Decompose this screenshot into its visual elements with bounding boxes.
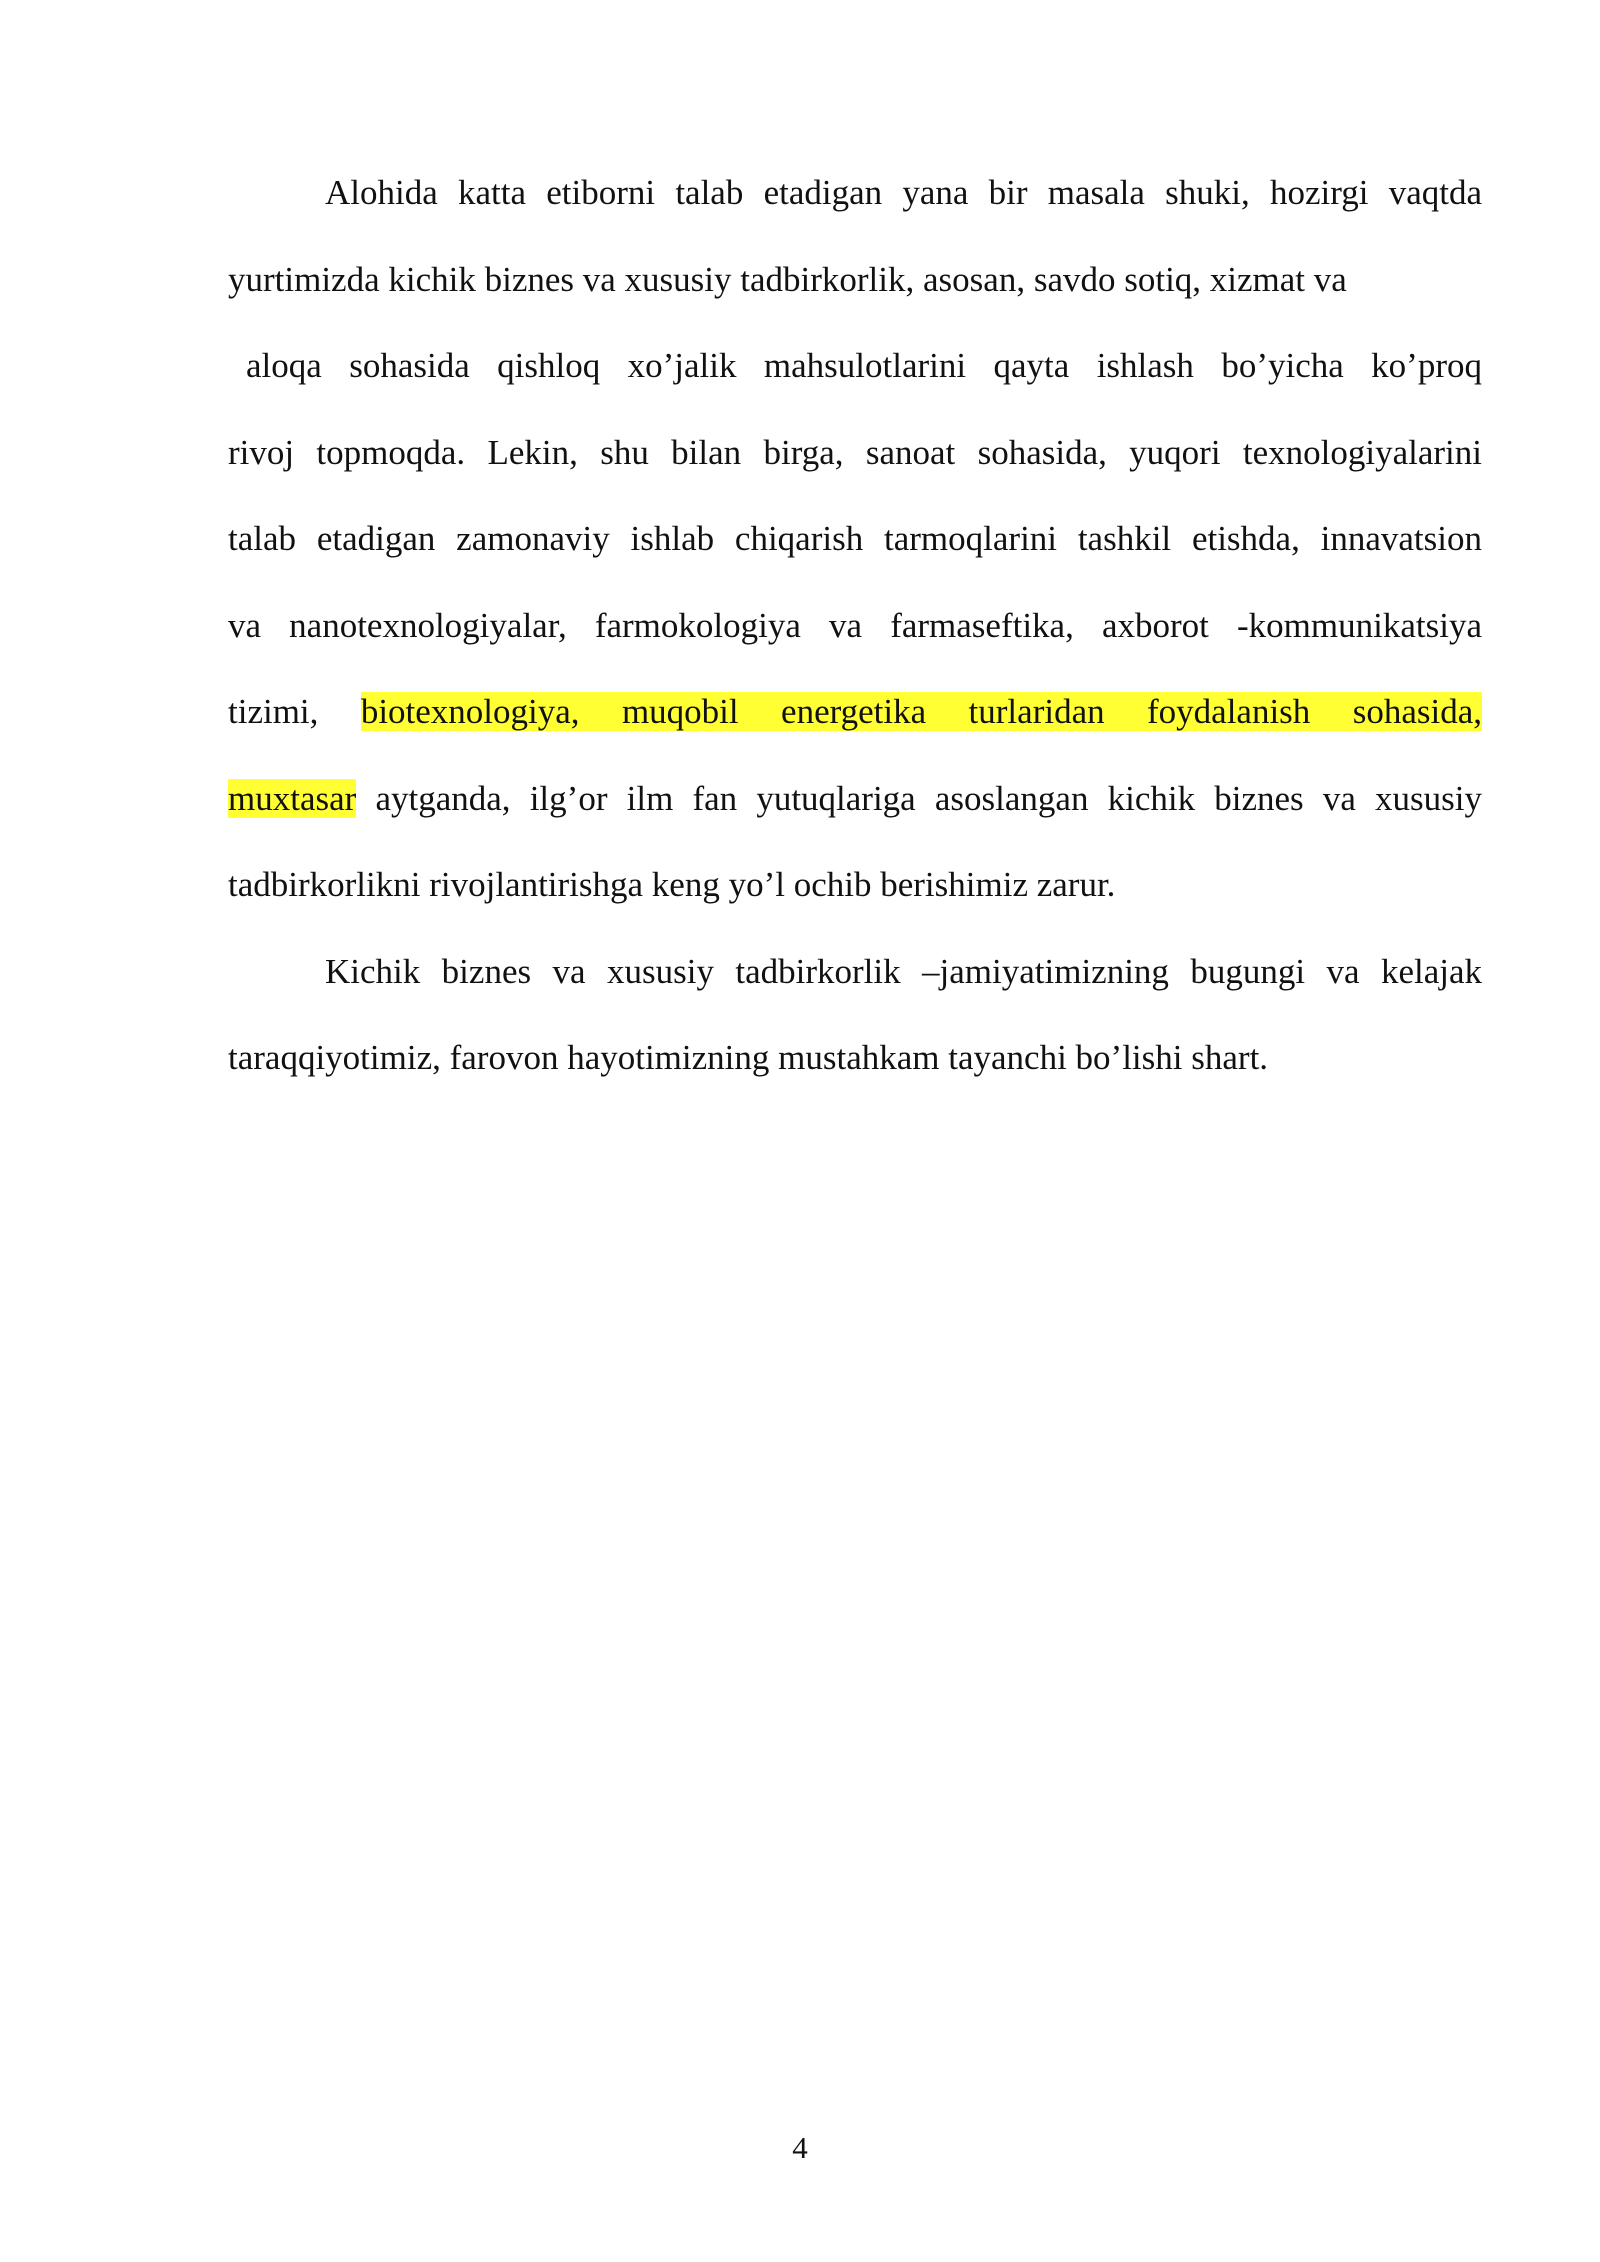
paragraph-1-line-8 (228, 769, 1482, 856)
line-7-lead-text: tizimi, (228, 692, 319, 731)
paragraph-1-line-2: yurtimizda kichik biznes va xususiy tadbirkorlik, asosan, savdo sotiq, xizmat va (228, 259, 1347, 299)
highlighted-text-continued: muxtasar (228, 778, 357, 818)
highlighted-text: biotexnologiya, muqobil energetika turlaridan foydalanish sohasida, (360, 692, 1482, 731)
paragraph-1-line-6: va nanotexnologiyalar, farmokologiya va farmaseftika, axborot -kommunikatsiya (228, 605, 1482, 645)
body-text (228, 163, 1482, 1115)
paragraph-1-line-7 (228, 682, 1482, 769)
line-8-rest-text: aytganda, ilg’or ilm fan yutuqlariga asoslangan kichik biznes va xususiy (375, 778, 1482, 818)
paragraph-2-line-1: Kichik biznes va xususiy tadbirkorlik –jamiyatimizning bugungi va kelajak (325, 951, 1482, 991)
paragraph-2-line-2: taraqqiyotimiz, farovon hayotimizning mustahkam tayanchi bo’lishi shart. (228, 1038, 1269, 1077)
paragraph-1-line-9: tadbirkorlikni rivojlantirishga keng yo’l ochib berishimiz zarur. (228, 865, 1116, 904)
paragraph-1-line-5: talab etadigan zamonaviy ishlab chiqarish tarmoqlarini tashkil etishda, innavatsion (228, 519, 1482, 558)
page-number: 4 (792, 2130, 808, 2165)
paragraph-1-line-4: rivoj topmoqda. Lekin, shu bilan birga, sanoat sohasida, yuqori texnologiyalarini (228, 432, 1482, 472)
paragraph-1-line-1: Alohida katta etiborni talab etadigan yana bir masala shuki, hozirgi vaqtda (325, 173, 1482, 212)
paragraph-1-line-3: aloqa sohasida qishloq xo’jalik mahsulotlarini qayta ishlash bo’yicha ko’proq (246, 346, 1482, 385)
